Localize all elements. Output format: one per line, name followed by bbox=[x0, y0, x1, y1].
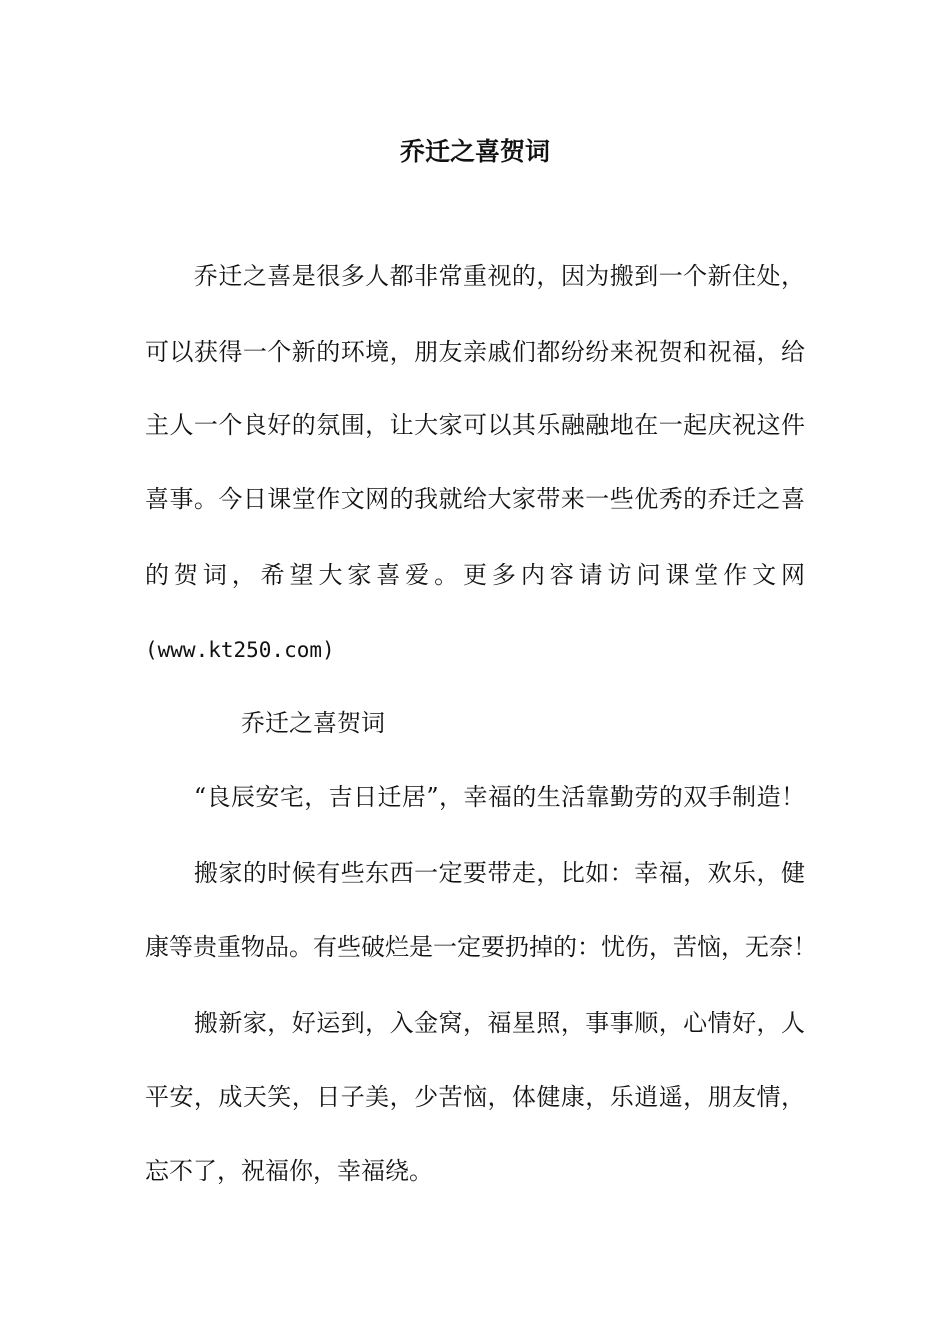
body-line-1: “良辰安宅，吉日迁居”，幸福的生活靠勤劳的双手制造！ bbox=[145, 783, 805, 811]
body-line-5: 平安，成天笑，日子美，少苦恼，体健康，乐逍遥，朋友情， bbox=[145, 1083, 805, 1111]
intro-line-1: 乔迁之喜是很多人都非常重视的，因为搬到一个新住处， bbox=[145, 262, 805, 290]
intro-line-3: 主人一个良好的氛围，让大家可以其乐融融地在一起庆祝这件 bbox=[145, 411, 805, 439]
body-line-6: 忘不了，祝福你，幸福绕。 bbox=[145, 1157, 433, 1185]
intro-line-5: 的贺词，希望大家喜爱。更多内容请访问课堂作文网 bbox=[145, 561, 805, 589]
body-line-4: 搬新家，好运到，入金窝，福星照，事事顺，心情好，人 bbox=[145, 1009, 805, 1037]
body-line-3: 康等贵重物品。有些破烂是一定要扔掉的：忧伤，苦恼，无奈！ bbox=[145, 933, 817, 961]
section-subtitle: 乔迁之喜贺词 bbox=[145, 709, 385, 737]
intro-line-4: 喜事。今日课堂作文网的我就给大家带来一些优秀的乔迁之喜 bbox=[145, 485, 805, 513]
intro-line-2: 可以获得一个新的环境，朋友亲戚们都纷纷来祝贺和祝福，给 bbox=[145, 338, 805, 366]
document-title: 乔迁之喜贺词 bbox=[399, 137, 550, 166]
site-url: (www.kt250.com) bbox=[145, 638, 335, 662]
body-line-2: 搬家的时候有些东西一定要带走，比如：幸福，欢乐，健 bbox=[145, 859, 805, 887]
